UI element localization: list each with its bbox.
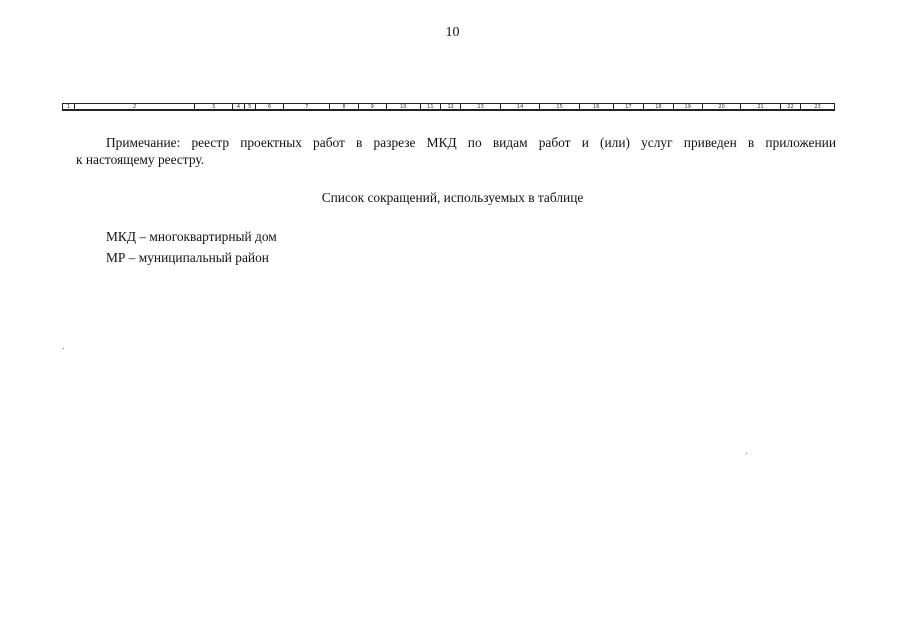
abbreviation-item: МКД – многоквартирный дом (106, 229, 277, 244)
column-number: 1 (67, 104, 71, 110)
column-number: 23 (814, 104, 821, 110)
column-number: 9 (370, 104, 374, 110)
column-number-cell (420, 104, 440, 109)
column-number-cell (74, 104, 194, 109)
column-number-cell (358, 104, 386, 109)
page-number: 10 (445, 25, 460, 40)
column-number: 10 (400, 104, 407, 110)
column-number-cell (579, 104, 613, 109)
column-number: 5 (248, 104, 252, 110)
column-number-cell (255, 104, 283, 109)
column-number: 14 (516, 104, 524, 110)
column-number-cell (194, 104, 232, 109)
column-number-cell (673, 104, 702, 109)
column-number-cell (283, 104, 329, 109)
abbreviation-item: МР – муниципальный район (106, 250, 269, 265)
note-line-1: Примечание: реестр проектных работ в разрезе МКД по видам работ и (или) услуг приведен в приложении (106, 135, 836, 150)
column-number: 8 (342, 104, 346, 110)
column-number: 6 (267, 104, 272, 110)
note-paragraph (76, 134, 836, 168)
column-number-cell (800, 104, 834, 109)
column-number: 13 (477, 104, 484, 110)
column-number-cell (386, 104, 420, 109)
column-number: 11 (427, 104, 434, 110)
column-number-cell (232, 104, 243, 109)
column-number: 19 (684, 104, 691, 110)
column-number: 16 (593, 104, 600, 110)
column-number-cell (329, 104, 357, 109)
column-number: 18 (655, 104, 662, 110)
column-number-cell (613, 104, 643, 109)
column-number: 15 (556, 104, 563, 110)
column-number: 17 (625, 104, 632, 110)
column-number-cell (780, 104, 800, 109)
column-number: 21 (757, 104, 764, 110)
column-number: 7 (305, 104, 309, 110)
column-number: 20 (718, 104, 725, 110)
column-number-cell (244, 104, 255, 109)
column-number: 12 (447, 104, 454, 110)
column-number-cell (740, 104, 780, 109)
table-header-row (62, 103, 835, 111)
column-number-cell (500, 104, 540, 109)
column-number-cell (440, 104, 460, 109)
column-number-cell (643, 104, 672, 109)
column-number-cell (539, 104, 579, 109)
scan-speck (746, 453, 747, 454)
column-number: 22 (787, 104, 794, 110)
column-number-cell (702, 104, 740, 109)
column-number: 2 (133, 104, 137, 110)
column-number-cell (460, 104, 500, 109)
column-number-cell (63, 104, 74, 109)
column-number: 3 (212, 104, 216, 110)
scan-speck (63, 348, 64, 349)
abbreviations-title: Список сокращений, используемых в таблице (321, 190, 584, 205)
column-number: 4 (236, 104, 241, 110)
note-line-2: к настоящему реестру. (76, 152, 205, 167)
